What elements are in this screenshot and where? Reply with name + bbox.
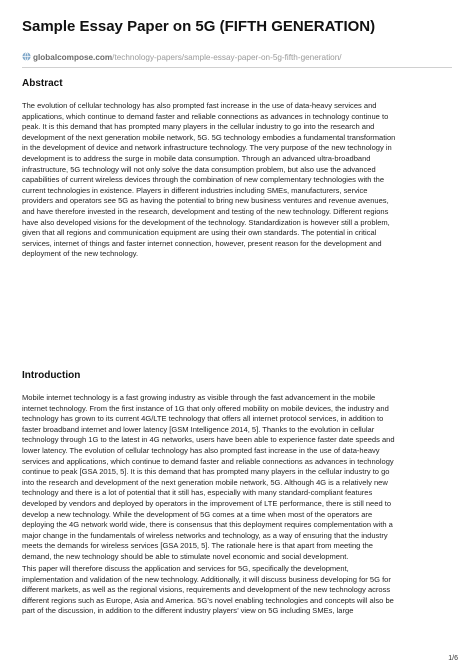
introduction-paragraph-2 xyxy=(22,564,452,617)
introduction-paragraph-1 xyxy=(22,393,452,563)
text-line: different regions such as Europe, Asia and America. 5G’s novel enabling technologies and concepts will also be xyxy=(22,595,394,605)
text-line: into the research and development of the next generation mobile network, 5G. Although 4G is a relatively new xyxy=(22,477,388,487)
text-line: have also developed visions for the development of the technology. Standardization is however still a problem, xyxy=(22,217,390,227)
page-number: 1/6 xyxy=(448,655,458,662)
text-line: The evolution of cellular technology has also prompted fast increase in the use of data-heavy services and xyxy=(22,101,377,110)
text-line: developed by vendors and deployed by operators in the improvement of LTE performance, there is still need to xyxy=(22,498,392,508)
text-line: demand, the new technology should be able to stimulate novel economic and social development. xyxy=(22,551,349,561)
text-line: deployment of the new technology. xyxy=(22,249,139,259)
text-line: implementation and validation of the new technology. Additionally, it will discuss business developing for 5G for xyxy=(22,574,391,584)
text-line: continue to peak [GSA 2015, 5]. It is this demand that has prompted many players in the cellular industry to go xyxy=(22,467,390,477)
text-line: development is to address the surge in mobile data consumption. Through an advanced ultra-broadband xyxy=(22,153,371,163)
text-line: technology has grown to its current 4G/LTE technology that offers all internet protocol services, in addition to xyxy=(22,414,384,424)
source-url[interactable] xyxy=(22,52,462,63)
text-line: and have therefore invested in the research, development and testing of the new technology. Different regions xyxy=(22,206,389,216)
header-divider xyxy=(22,67,452,68)
source-domain[interactable]: globalcompose.com xyxy=(33,53,113,62)
text-line: meets the demands for wireless services [GSA 2015, 5]. The rationale here is that apart from meeting the xyxy=(22,541,373,551)
abstract-paragraph xyxy=(22,101,452,260)
text-line: current technologies in existence. Players in different industries including SMEs, manufacturers, service xyxy=(22,185,368,195)
text-line: capabilities of current wireless devices through the combination of new complementary technologies with the xyxy=(22,175,385,185)
text-line: deploying the 4G network world wide, there is consensus that this deployment requires complementation with a xyxy=(22,520,393,530)
text-line: part of the discussion, in addition to the different industry players’ view on 5G including SMEs, large xyxy=(22,606,354,616)
text-line: internet technology. From the first instance of 1G that only offered mobility on mobile devices, the industry and xyxy=(22,403,389,413)
text-line: technology through 1G to the latest in 4G networks, users have been able to experience faster date speeds and xyxy=(22,435,395,445)
text-line: lower latency. The evolution of cellular technology has also prompted fast increase in the use of data-heavy xyxy=(22,445,380,455)
page-title: Sample Essay Paper on 5G (FIFTH GENERATION) xyxy=(22,18,376,35)
text-line: development of the next generation mobile network, 5G. 5G technology embodies a fundamental transformation xyxy=(22,132,396,142)
introduction-heading: Introduction xyxy=(22,370,81,381)
globe-icon xyxy=(22,52,31,61)
text-line: technology and there is a lot of potential that it still has, especially with many standard-compliant features xyxy=(22,488,373,498)
abstract-heading: Abstract xyxy=(22,78,63,89)
text-line: major change in the fundamentals of wireless networks and technology, as a way of ensuring that the industry xyxy=(22,530,388,540)
text-line: applications, which continue to demand faster and reliable connections as advances in technology continue to xyxy=(22,111,389,121)
text-line: different markets, as well as the regional visions, requirements and development of the new technology across xyxy=(22,585,391,595)
text-line: given that all regions and communication equipment are using their own standards. The potential in critical xyxy=(22,228,377,238)
source-path[interactable]: /technology-papers/sample-essay-paper-on-5g-fifth-generation/ xyxy=(112,53,342,62)
text-line: infrastructure, 5G technology will not only solve the data consumption problem, but also use the advanced xyxy=(22,164,376,174)
text-line: faster broadband internet and lower latency [GSM Intelligence 2014, 5]. Thanks to the evolution in cellular xyxy=(22,424,375,434)
text-line: develop a new technology. While the development of 5G comes at a time when most of the operators are xyxy=(22,509,373,519)
text-line: providers and operators see 5G as having the potential to bring new business ventures and revenue avenues, xyxy=(22,196,389,206)
text-line: services and applications, which continue to demand faster and reliable connections as advances in technology xyxy=(22,456,394,466)
text-line: in the development of device and network infrastructure technology. The very purpose of the new technology in xyxy=(22,143,392,153)
text-line: peak. It is this demand that has prompted many players in the cellular industry to go into the research and xyxy=(22,122,375,132)
text-line: Mobile internet technology is a fast growing industry as visible through the fast advancement in the mobile xyxy=(22,393,376,402)
text-line: services, internet of things and faster internet connection, however, present reason for the development and xyxy=(22,238,382,248)
text-line: This paper will therefore discuss the application and services for 5G, specifically the development, xyxy=(22,564,349,573)
